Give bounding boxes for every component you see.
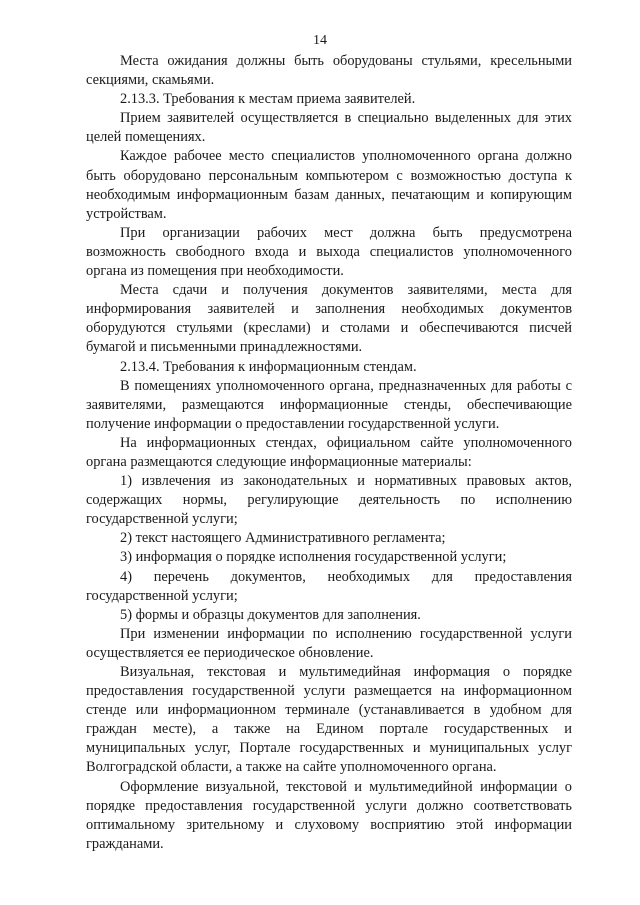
paragraph-info-stands: В помещениях уполномоченного органа, предназначенных для работы с заявителями, размещаются информационные стенды, обеспечивающие получение информации о предоставлении государственной услуги. bbox=[86, 377, 572, 432]
paragraph-document-places: Места сдачи и получения документов заявителями, места для информирования заявителей и заполнения необходимых документов оборудуются стульями (креслами) и столами и обеспечиваются писчей бумагой и письменными принадлежностями. bbox=[86, 282, 572, 356]
document-body bbox=[86, 52, 572, 854]
list-item-1: 1) извлечения из законодательных и нормативных правовых актов, содержащих нормы, регулирующие деятельность по исполнению государственной услуги; bbox=[86, 473, 572, 528]
paragraph-info-design: Оформление визуальной, текстовой и мультимедийной информации о порядке предоставления государственной услуги должно соответствовать оптимальному зрительному и слуховому восприятию этой информации гражданами. bbox=[86, 778, 572, 852]
paragraph-multimedia-info: Визуальная, текстовая и мультимедийная информация о порядке предоставления государственной услуги размещается на информационном стенде или информационном терминале (устанавливается в удобном для граждан месте), а также на Едином портале государственных и муниципальных услуг, Портале государственных и муниципальных услуг Волгоградской области, а также на сайте уполномоченного органа. bbox=[86, 664, 572, 776]
list-item-3: 3) информация о порядке исполнения государственной услуги; bbox=[120, 549, 507, 566]
page-number: 14 bbox=[313, 33, 327, 48]
list-item-2: 2) текст настоящего Административного регламента; bbox=[120, 530, 446, 547]
list-item-5: 5) формы и образцы документов для заполнения. bbox=[120, 606, 421, 623]
paragraph-info-update: При изменении информации по исполнению государственной услуги осуществляется ее периодическое обновление. bbox=[86, 625, 572, 661]
paragraph-section-2-13-4: 2.13.4. Требования к информационным стендам. bbox=[120, 358, 417, 375]
list-item-4: 4) перечень документов, необходимых для предоставления государственной услуги; bbox=[86, 568, 572, 604]
paragraph-section-2-13-3: 2.13.3. Требования к местам приема заявителей. bbox=[120, 91, 416, 108]
paragraph-reception: Прием заявителей осуществляется в специально выделенных для этих целей помещениях. bbox=[86, 110, 572, 146]
paragraph-waiting-places: Места ожидания должны быть оборудованы стульями, кресельными секциями, скамьями. bbox=[86, 53, 572, 89]
paragraph-info-materials: На информационных стендах, официальном сайте уполномоченного органа размещаются следующие информационные материалы: bbox=[86, 434, 572, 470]
paragraph-workplace: Каждое рабочее место специалистов уполномоченного органа должно быть оборудовано персональным компьютером с возможностью доступа к необходимым информационным базам данных, печатающим и копирующим устройствам. bbox=[86, 148, 572, 222]
paragraph-workplace-organization: При организации рабочих мест должна быть предусмотрена возможность свободного входа и выхода специалистов уполномоченного органа из помещения при необходимости. bbox=[86, 224, 572, 280]
